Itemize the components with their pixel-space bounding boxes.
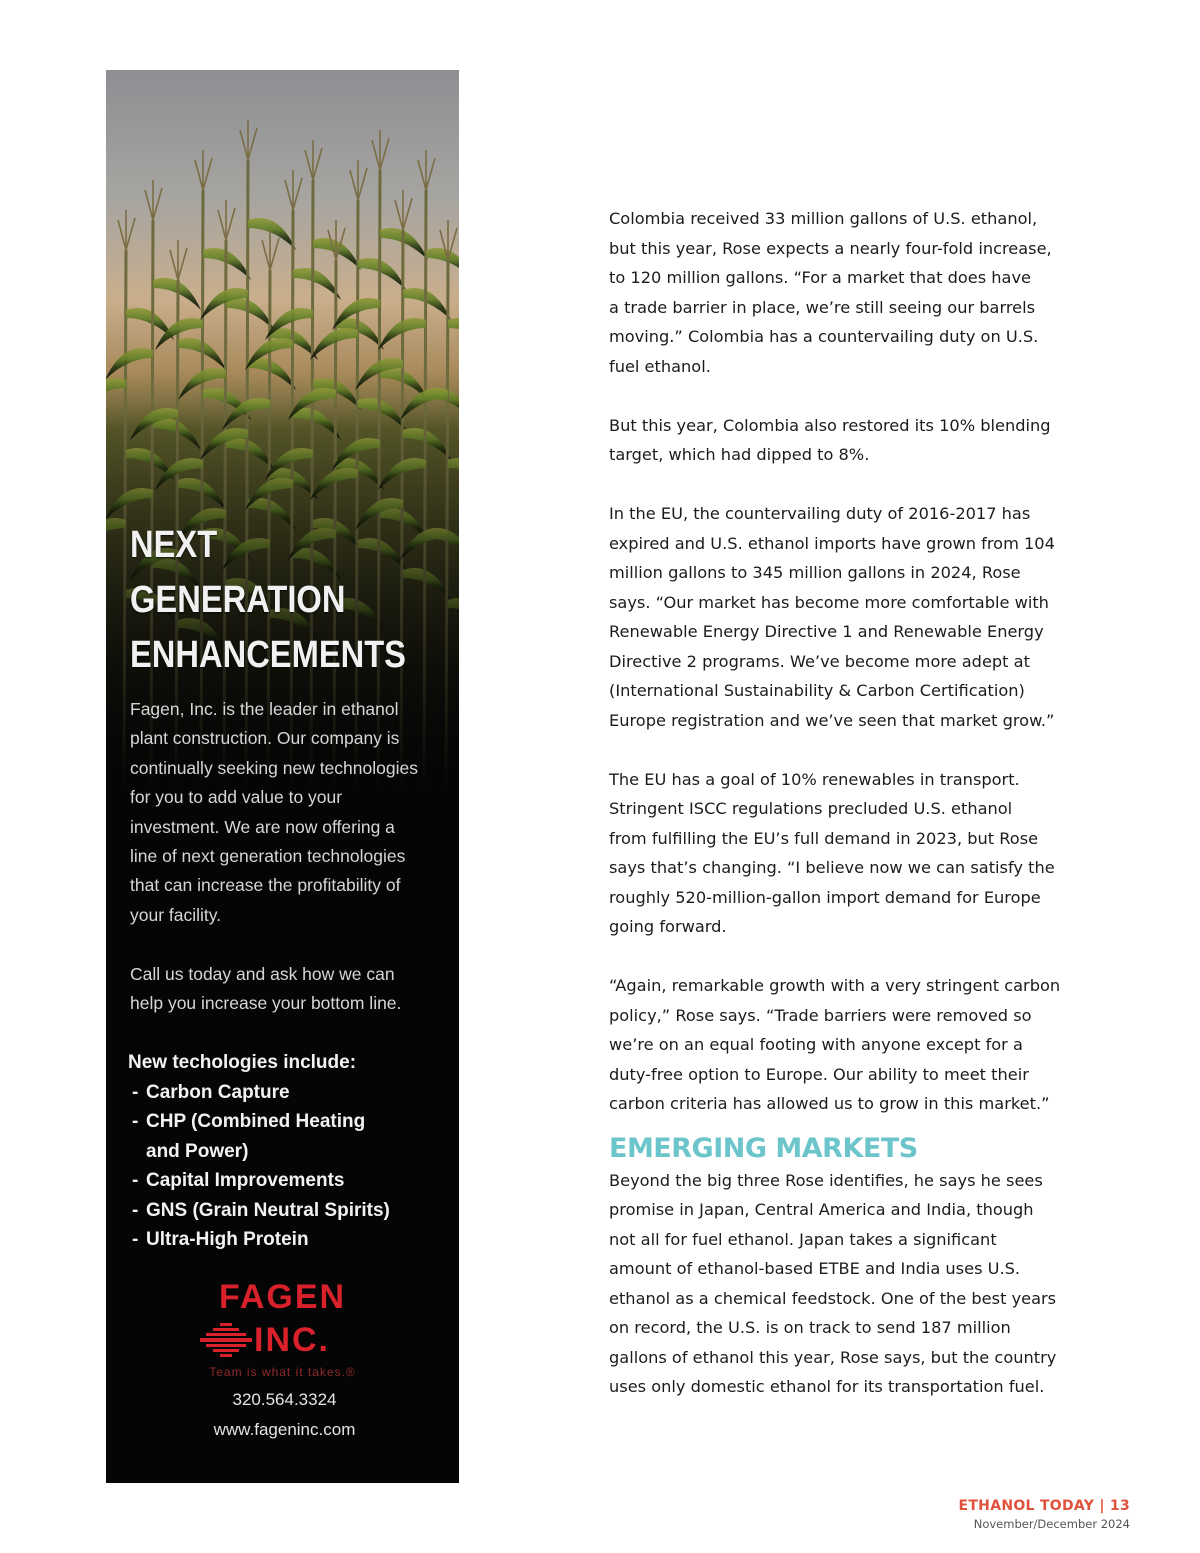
technology-list-title: New techologies include: <box>128 1052 357 1073</box>
fagen-advertisement <box>106 70 459 1483</box>
article-paragraph: Beyond the big three Rose identifies, he says he sees promise in Japan, Central America and India, though not all for fuel ethanol. Japan takes a significant amount of ethanol-based ETBE and India uses U.S. ethanol as a chemical feedstock. One of the best years on record, the U.S. is on track to send 187 million gallons of ethanol this year, Rose says, but the country uses only domestic ethanol for its transportation fuel. <box>609 1170 1057 1396</box>
logo-tagline: Team is what it takes.® <box>209 1365 356 1379</box>
article-paragraph: In the EU, the countervailing duty of 2016-2017 has expired and U.S. ethanol imports have grown from 104 million gallons to 345 million gallons in 2024, Rose says. “Our market has become more comfortable with Renewable Energy Directive 1 and Renewable Energy Directive 2 programs. We’ve become more adept at (International Sustainability & Carbon Certification) Europe registration and we’ve seen that market grow.” <box>609 504 1055 730</box>
ad-body-text: Fagen, Inc. is the leader in ethanol plant construction. Our company is continually seeking new technologies for you to add value to your investment. We are now offering a line of next generation technologies that can increase the profitability of your facility. <box>130 699 418 925</box>
logo-inc-text: INC. <box>254 1321 330 1359</box>
headline-line-3: ENHANCEMENTS <box>130 634 406 676</box>
ad-phone-number[interactable]: 320.564.3324 <box>232 1390 337 1409</box>
ad-call-to-action: Call us today and ask how we can help you increase your bottom line. <box>130 964 402 1014</box>
ad-headline <box>130 518 406 683</box>
fagen-logo-wordmark: FAGEN <box>218 1278 347 1316</box>
headline-line-2: GENERATION <box>130 579 346 621</box>
technology-list <box>132 1078 446 1254</box>
technology-item: - GNS (Grain Neutral Spirits) <box>132 1196 446 1225</box>
issue-date: November/December 2024 <box>973 1517 1130 1531</box>
technology-item: - Carbon Capture <box>132 1078 446 1107</box>
ad-website-link[interactable]: www.fageninc.com <box>213 1420 356 1439</box>
article-paragraph: But this year, Colombia also restored its 10% blending target, which had dipped to 8%. <box>609 415 1051 464</box>
article-paragraph: Colombia received 33 million gallons of U.S. ethanol, but this year, Rose expects a nearly four-fold increase, to 120 million gallons. “For a market that does have a trade barrier in place, we’re still seeing our barrels moving.” Colombia has a countervailing duty on U.S. fuel ethanol. <box>609 209 1052 376</box>
technology-item: - Ultra-High Protein <box>132 1225 446 1254</box>
fagen-logo-inc <box>200 1320 380 1360</box>
article-paragraph: “Again, remarkable growth with a very stringent carbon policy,” Rose says. “Trade barriers were removed so we’re on an equal footing with anyone except for a duty-free option to Europe. Our ability to meet their carbon criteria has allowed us to grow in this market.” <box>609 976 1061 1113</box>
article-paragraph: The EU has a goal of 10% renewables in transport. Stringent ISCC regulations precluded U.S. ethanol from fulfilling the EU’s full demand in 2023, but Rose says that’s changing. “I believe now we can satisfy the roughly 520-million-gallon import demand for Europe going forward. <box>609 769 1055 936</box>
technology-item: - Capital Improvements <box>132 1166 446 1195</box>
section-heading: EMERGING MARKETS <box>609 1132 918 1164</box>
headline-line-1: NEXT <box>130 524 218 566</box>
publication-page-number: ETHANOL TODAY | 13 <box>958 1498 1130 1514</box>
ad-copy <box>106 70 459 1483</box>
technology-item: - CHP (Combined Heating and Power) <box>132 1107 366 1166</box>
striped-diamond-icon <box>200 1322 252 1358</box>
article-column <box>609 204 1069 1431</box>
